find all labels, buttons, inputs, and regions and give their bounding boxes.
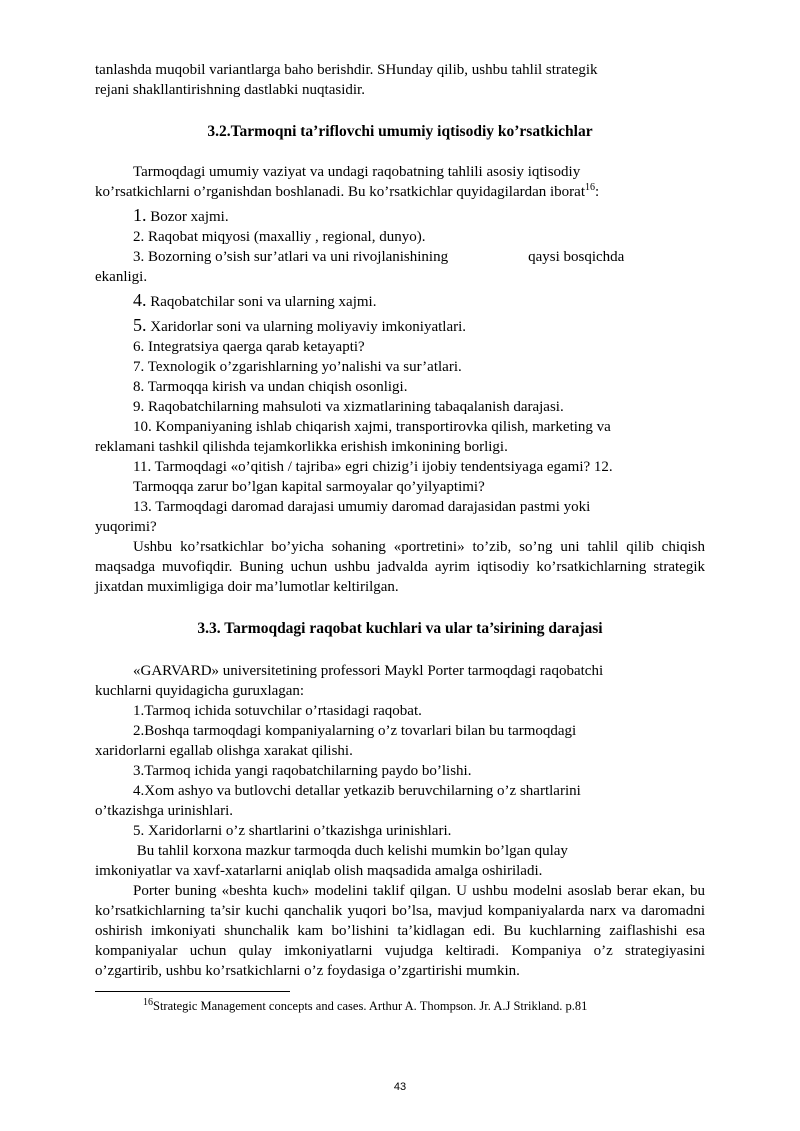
list-item-cont: yuqorimi? [95,519,157,535]
footnote: $^{16}$Strategic Management concepts and cases. Arthur A. Thompson. Jr. A.J Strikland. p.81 [143,996,588,1013]
list-item: 2. Raqobat miqyosi (maxalliy , regional, dunyo). [133,229,426,245]
paragraph-cont: imkoniyatlar va xavf-xatarlarni aniqlab olish maqsadida amalga oshiriladi. [95,863,543,879]
section-3-2-intro: Tarmoqdagi umumiy vaziyat va undagi raqobatning tahlili asosiy iqtisodiy [133,164,581,180]
list-item-cont: reklamani tashkil qilishda tejamkorlikka erishish imkonining borligi. [95,439,508,455]
document-page [95,60,705,1016]
list-item: 11. Tarmoqdagi «o’qitish / tajriba» egri chizig’i ijobiy tendentsiyaga egami? 12. [133,459,613,475]
list-item: 3. Bozorning o’sish sur’atlari va uni rivojlanishining qaysi bosqichda [133,249,625,265]
page-number: 43 [393,1081,407,1093]
list-item-cont: xaridorlarni egallab olishga xarakat qilishi. [95,743,353,759]
list-item: 6. Integratsiya qaerga qarab ketayapti? [133,339,365,355]
list-item: 5. Xaridorlar soni va ularning moliyaviy imkoniyatlari. [133,315,467,335]
paragraph: Bu tahlil korxona mazkur tarmoqda duch kelishi mumkin bo’lgan qulay [133,843,568,859]
paragraph: Porter buning «beshta kuch» modelini taklif qilgan. U ushbu modelni asoslab berar ekan, bu ko’rsatkichlarning ta’sir kuchi qanchalik yuqori bo’lsa, mavjud kompaniyalarda narx va daromadni oshirish imkoniyati shunchalik kam bo’lishini ta’kidlagan edi. Bu kuchlarning zaiflashishi esa kompaniyalar uchun qulay imkoniyatlarni vujudga keltiradi. Kompaniya o’z strategiyasini o’zgartirib, ushbu ko’rsatkichlarni o’z foydasiga o’zgartirishi mumkin. [95,883,705,979]
list-item: 3.Tarmoq ichida yangi raqobatchilarning paydo bo’lishi. [133,763,472,779]
list-item: 2.Boshqa tarmoqdagi kompaniyalarning o’z tovarlari bilan bu tarmoqdagi [133,723,577,739]
list-item: 9. Raqobatchilarning mahsuloti va xizmatlarining tabaqalanish darajasi. [133,399,564,415]
section-3-2-closing: Ushbu ko’rsatkichlar bo’yicha sohaning «portretini» to’zib, so’ng uni tahlil qilib chiqish maqsadga muvofiqdir. Buning uchun ushbu jadvalda ayrim iqtisodiy ko’rsatkichlarning strategik jixatdan muximligiga doir ma’lumotlar keltirilgan. [95,539,705,595]
list-item: 10. Kompaniyaning ishlab chiqarish xajmi, transportirovka qilish, marketing va [133,419,611,435]
list-item-cont: o’tkazishga urinishlari. [95,803,234,819]
list-item: 4.Xom ashyo va butlovchi detallar yetkazib beruvchilarning o’z shartlarini [133,783,581,799]
section-3-2-intro-cont: ko’rsatkichlarni o’rganishdan boshlanadi. Bu ko’rsatkichlar quyidagilardan iborat$^{16}$: [95,182,600,200]
list-item: 8. Tarmoqqa kirish va undan chiqish osonligi. [133,379,408,395]
intro-text: tanlashda muqobil variantlarga baho berishdir. SHunday qilib, ushbu tahlil strategik rejani shakllantirishning dastlabki nuqtasidir. [95,62,598,98]
footnote-ref[interactable]: 16 [585,182,596,193]
list-item: 5. Xaridorlarni o’z shartlarini o’tkazishga urinishlari. [133,823,452,839]
list-item: 1. Bozor xajmi. [133,205,229,225]
section-3-2-heading: 3.2.Tarmoqni ta’riflovchi umumiy iqtisodiy ko’rsatkichlar [207,123,593,140]
section-3-3-intro-cont: kuchlarni quyidagicha guruxlagan: [95,683,305,699]
list-item-cont: ekanligi. [95,269,148,285]
section-3-3-intro: «GARVARD» universitetining professori Maykl Porter tarmoqdagi raqobatchi [133,663,604,679]
list-item: 13. Tarmoqdagi daromad darajasi umumiy daromad darajasidan pastmi yoki [133,499,591,515]
list-item: 4. Raqobatchilar soni va ularning xajmi. [133,290,377,310]
list-item: Tarmoqqa zarur bo’lgan kapital sarmoyalar qo’yilyaptimi? [133,479,485,495]
footnote-area [95,991,705,1016]
section-3-3-heading: 3.3. Tarmoqdagi raqobat kuchlari va ular ta’sirining darajasi [197,620,603,637]
list-item: 7. Texnologik o’zgarishlarning yo’nalishi va sur’atlari. [133,359,462,375]
footnote-divider [95,991,290,992]
list-item: 1.Tarmoq ichida sotuvchilar o’rtasidagi raqobat. [133,703,422,719]
